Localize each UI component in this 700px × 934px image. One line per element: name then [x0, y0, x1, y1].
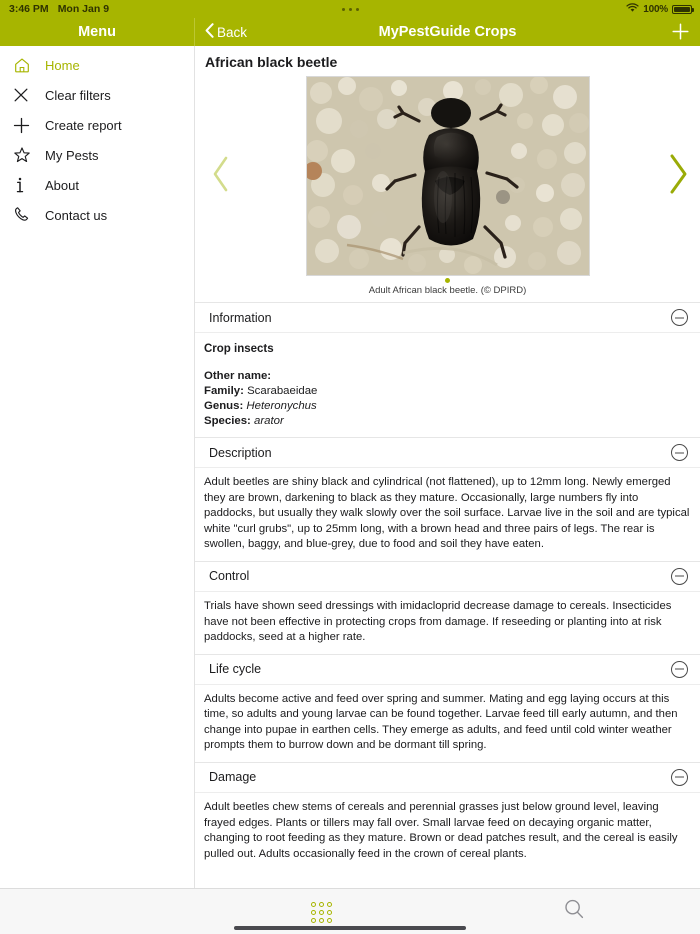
gallery-page-dot[interactable]: [445, 278, 450, 283]
home-icon: [13, 56, 45, 74]
sidebar-item-label: My Pests: [45, 147, 99, 163]
taxonomy-value: arator: [254, 415, 284, 427]
section-header-information[interactable]: [195, 302, 700, 333]
gallery-next-button[interactable]: [656, 76, 700, 276]
sidebar-item-label: Contact us: [45, 207, 108, 223]
info-icon: [13, 176, 45, 194]
home-indicator: [234, 926, 466, 930]
section-title: Life cycle: [209, 662, 262, 677]
taxonomy-label: Other name:: [204, 369, 272, 382]
minus-circle-icon[interactable]: [671, 769, 688, 786]
taxonomy-other-name: [204, 369, 691, 384]
minus-circle-icon[interactable]: [671, 444, 688, 461]
plus-icon: [13, 117, 45, 134]
image-gallery: [195, 76, 700, 276]
sidebar-item-clear-filters[interactable]: [0, 80, 194, 110]
status-dot: [342, 8, 345, 11]
grid-dots-icon: [311, 902, 331, 922]
taxonomy-value: Scarabaeidae: [247, 384, 318, 397]
sidebar-item-create-report[interactable]: [0, 110, 194, 140]
pest-photo[interactable]: [306, 76, 590, 276]
add-report-button[interactable]: [671, 22, 690, 43]
taxonomy-label: Species:: [204, 415, 251, 427]
bottom-tab-bar: [0, 888, 700, 934]
status-date: Mon Jan 9: [57, 3, 110, 15]
battery-full-icon: [672, 5, 692, 14]
sidebar-item-about[interactable]: [0, 170, 194, 200]
minus-circle-icon[interactable]: [671, 661, 688, 678]
status-bar-center-dots: [0, 0, 700, 18]
tab-search[interactable]: [448, 889, 700, 934]
status-bar-right: [626, 0, 692, 18]
navigation-right: [195, 18, 700, 46]
section-title: Information: [209, 310, 272, 325]
sidebar: [0, 46, 195, 888]
close-x-icon: [13, 87, 45, 103]
phone-icon: [13, 206, 45, 224]
wifi-icon: [626, 3, 639, 16]
plus-icon: [671, 20, 690, 47]
sidebar-item-label: About: [45, 177, 79, 193]
section-header-damage[interactable]: [195, 762, 700, 793]
section-body-information: [195, 333, 700, 437]
status-bar: [0, 0, 700, 18]
section-header-life-cycle[interactable]: [195, 654, 700, 685]
search-icon: [563, 898, 585, 925]
chevron-left-icon: [205, 23, 214, 41]
gallery-prev-button[interactable]: [199, 76, 243, 276]
taxonomy-label: Family:: [204, 384, 244, 397]
gallery-page-indicator: [195, 276, 700, 285]
back-button[interactable]: [195, 23, 247, 41]
detail-scroll-area[interactable]: [195, 46, 700, 888]
chevron-left-icon: [210, 155, 232, 198]
content-split: [0, 46, 700, 888]
sidebar-item-contact-us[interactable]: [0, 200, 194, 230]
taxonomy-value: Heteronychus: [246, 399, 317, 412]
menu-label: Menu: [78, 24, 116, 40]
navigation-bar: [0, 18, 700, 46]
section-body-life-cycle: Adults become active and feed over spring and summer. Mating and egg laying occurs at this time, so adults and young larvae can be found together. Larvae feed till early autumn, and then change into pupae in earthen cells. They emerge as adults, and feed until cold winter weather prompts them to burrow down and be dormant till spring.: [204, 692, 678, 752]
sidebar-item-label: Clear filters: [45, 87, 111, 103]
pest-category: Crop insects: [204, 343, 274, 355]
sidebar-item-label: Home: [45, 57, 80, 73]
pest-name-heading: African black beetle: [205, 54, 338, 70]
status-dot: [356, 8, 359, 11]
page-title: MyPestGuide Crops: [378, 24, 517, 40]
section-body-damage: Adult beetles chew stems of cereals and perennial grasses just below ground level, leaving frayed edges. Plants or tillers may fall over. Small larvae feed on decaying organic matter, changing to root feeding as they mature. Brown or dead patches result, and the cereal is easily pulled out. Adults occasionally feed in the crown of cereal plants.: [204, 800, 678, 860]
menu-button[interactable]: [0, 18, 195, 46]
sidebar-item-home[interactable]: [0, 50, 194, 80]
back-label: Back: [217, 24, 248, 40]
chevron-right-icon: [666, 153, 690, 200]
battery-percent-label: 100%: [643, 3, 668, 15]
section-title: Description: [209, 445, 272, 460]
section-body-control: Trials have shown seed dressings with imidacloprid decrease damage to cereals. Insecticides have not been effective in protecting crops from damage. If reseeding or planting into at risk paddocks, seed at a higher rate.: [204, 599, 672, 644]
minus-circle-icon[interactable]: [671, 568, 688, 585]
sidebar-item-my-pests[interactable]: [0, 140, 194, 170]
sidebar-item-label: Create report: [45, 117, 122, 133]
taxonomy-species: [204, 414, 691, 429]
section-body-description: Adult beetles are shiny black and cylindrical (not flattened), up to 12mm long. Newly emerged they are brown, darkening to black as they mature. Occasionally, large numbers fly into paddocks, but usually they walk slowly over the soil surface. Larvae live in the soil and are typical white "curl grubs", up to 25mm long, with a brown head and three pairs of legs. The rear is swollen, baggy, and blue-grey, due to food and soil they have eaten.: [204, 476, 690, 551]
taxonomy-genus: [204, 399, 691, 414]
section-header-control[interactable]: [195, 561, 700, 592]
star-icon: [13, 146, 45, 164]
pest-photo-image: [307, 77, 589, 275]
section-header-description[interactable]: [195, 437, 700, 468]
detail-pane: [195, 46, 700, 888]
taxonomy-family: [204, 384, 691, 399]
status-time: 3:46 PM: [9, 3, 49, 15]
photo-caption: Adult African black beetle. (© DPIRD): [368, 285, 527, 296]
section-title: Damage: [209, 770, 257, 785]
section-title: Control: [209, 569, 250, 584]
taxonomy-label: Genus:: [204, 399, 244, 412]
status-dot: [349, 8, 352, 11]
minus-circle-icon[interactable]: [671, 309, 688, 326]
